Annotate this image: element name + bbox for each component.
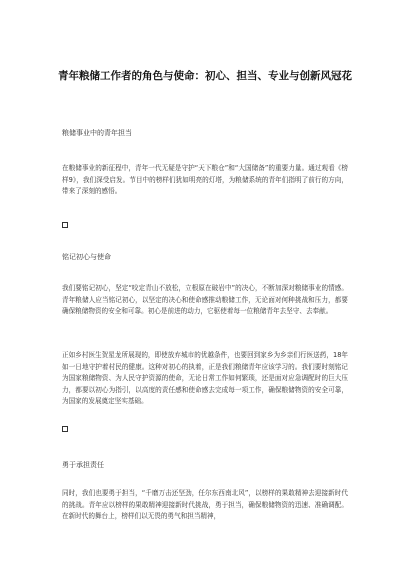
- section-heading-responsibility: 勇于承担责任: [62, 461, 104, 469]
- section-paragraph: 在粮储事业的新征程中，青年一代无疑是守护“天下粮仓”和“大国储备”的重要力量。通过观看《榜样9》，我们深受启发。节目中的榜样们犹如明亮的灯塔，为粮储系统的青年们指明了前行的方向，带来了深刻的感悟。: [62, 164, 348, 195]
- checkbox-square-icon: [62, 426, 68, 432]
- section-paragraph: 我们要铭记初心，坚定“咬定青山不放松，立根原在破岩中”的决心，不断加深对粮储事业的情感。青年粮储人应当铭记初心，以坚定的决心和使命感推动粮储工作，无论面对何种挑战和压力，都要确保粮储物资的安全和可靠。初心是前进的动力，它驱使着每一位粮储青年去坚守、去奉献。: [62, 284, 348, 315]
- section-paragraph: 正如乡村医生贺星龙所展现的，即使放弃城市的优越条件，也要回到家乡为乡亲们行医送药，18年如一日地守护着村民的健康。这种对初心的执着，正是我们粮储青年应该学习的。我们要时刻铭记为国家粮储物资、为人民守护资源的使命，无论日常工作如何繁琐，还是面对应急调配时的巨大压力，都要以初心为指引，以高度的责任感和使命感去完成每一项工作，确保粮储物资的安全可靠，为国家的发展奠定坚实基础。: [62, 351, 348, 405]
- document-title: 青年粮储工作者的角色与使命：初心、担当、专业与创新风冠花: [58, 70, 352, 82]
- section-paragraph: 同时，我们也要勇于担当，“千磨万击还坚劲，任尔东西南北风”，以榜样的果敢精神去迎接新时代的挑战。青年应以榜样的果敢精神迎接新时代挑战，勇于担当，确保粮储物资的迅速、准确调配。在新时代的舞台上，榜样们以无畏的勇气和担当精神，: [62, 489, 348, 520]
- checkbox-square-icon: [62, 222, 68, 228]
- section-heading-youth-role: 粮储事业中的青年担当: [62, 129, 132, 137]
- section-heading-initial-mission: 铭记初心与使命: [62, 253, 111, 261]
